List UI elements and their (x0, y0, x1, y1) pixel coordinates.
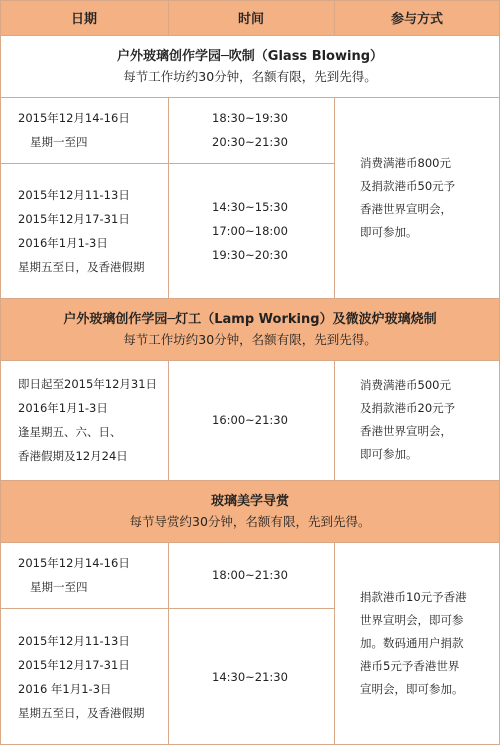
time-slot: 18:30~19:30 (212, 111, 288, 125)
grid-line (0, 298, 500, 299)
header-date-label: 日期 (70, 12, 97, 27)
time-slot: 14:30~15:30 (212, 199, 288, 214)
date-line: 星期五至日，及香港假期 (18, 259, 145, 274)
method-line: 宣明会，即可参加。 (360, 682, 464, 696)
date-line: 即日起至2015年12月31日 (18, 377, 158, 391)
date-line: 2015年12月17-31日 (18, 657, 130, 672)
time-cell (168, 360, 334, 480)
section-title: 玻璃美学导赏 (210, 493, 289, 509)
grid-line (168, 360, 169, 480)
date-cell (0, 163, 168, 298)
time-slot: 20:30~21:30 (212, 135, 288, 149)
date-cell (0, 97, 168, 163)
date-line: 星期一至四 (30, 135, 88, 149)
time-slot: 14:30~21:30 (212, 669, 288, 684)
date-line: 星期五至日，及香港假期 (18, 705, 145, 720)
date-line: 2015年12月14-16日 (18, 556, 130, 570)
grid-line (0, 0, 1, 745)
time-slot: 17:00~18:00 (212, 223, 288, 238)
method-line: 消费满港币800元 (360, 155, 451, 170)
date-line: 2016年1月1-3日 (18, 401, 108, 415)
header-date (0, 0, 168, 35)
header-time (168, 0, 334, 35)
grid-line (0, 163, 334, 164)
participation-method-cell (334, 97, 500, 298)
participation-method-cell (334, 360, 500, 480)
header-method (334, 0, 500, 35)
method-line: 加。数码通用户捐款 (360, 636, 464, 650)
method-line: 消费满港币500元 (360, 378, 451, 392)
grid-line (334, 542, 335, 745)
date-line: 2015年12月11-13日 (18, 633, 130, 648)
grid-line (0, 360, 500, 361)
method-line: 即可参加。 (360, 224, 418, 239)
date-cell (0, 360, 168, 480)
date-line: 2015年12月17-31日 (18, 211, 130, 226)
participation-method-cell (334, 542, 500, 745)
grid-line (0, 97, 500, 98)
time-cell (168, 542, 334, 608)
method-line: 捐款港币10元予香港 (360, 590, 467, 604)
method-line: 及捐款港币50元予 (360, 178, 456, 193)
date-line: 2015年12月11-13日 (18, 187, 130, 202)
time-cell (168, 97, 334, 163)
grid-line (334, 97, 335, 298)
time-cell (168, 608, 334, 745)
method-line: 香港世界宣明会， (360, 424, 452, 438)
date-line: 2016年1月1-3日 (18, 235, 108, 250)
section-glass-appreciation-title (0, 480, 500, 542)
date-cell (0, 542, 168, 608)
date-line: 2016 年1月1-3日 (18, 681, 112, 696)
section-lamp-working-title (0, 298, 500, 360)
grid-line (0, 0, 500, 1)
grid-line (168, 542, 169, 745)
grid-line (0, 35, 500, 36)
header-method-label: 参与方式 (390, 12, 443, 27)
section-subtitle: 每节导赏约30分钟，名额有限，先到先得。 (129, 513, 371, 529)
grid-line (0, 542, 500, 543)
date-line: 2015年12月14-16日 (18, 111, 130, 125)
header-time-label: 时间 (237, 12, 264, 27)
grid-line (168, 97, 169, 298)
time-slot: 19:30~20:30 (212, 247, 288, 262)
grid-line (0, 608, 334, 609)
method-line: 及捐款港币20元予 (360, 401, 456, 415)
section-title: 户外玻璃创作学园─灯工（Lamp Working）及微波炉玻璃烧制 (63, 311, 437, 327)
method-line: 港币5元予香港世界 (360, 659, 460, 673)
grid-line (334, 360, 335, 480)
method-line: 即可参加。 (360, 447, 418, 461)
grid-line (0, 480, 500, 481)
date-cell (0, 608, 168, 745)
grid-line (334, 0, 335, 35)
date-line: 香港假期及12月24日 (18, 449, 128, 463)
method-line: 香港世界宣明会， (360, 201, 452, 216)
time-slot: 18:00~21:30 (212, 568, 288, 582)
grid-line (168, 0, 169, 35)
time-cell (168, 163, 334, 298)
time-slot: 16:00~21:30 (212, 413, 288, 427)
section-glass-blowing-title (0, 35, 500, 97)
date-line: 星期一至四 (30, 580, 88, 594)
section-title: 户外玻璃创作学园─吹制（Glass Blowing） (116, 48, 384, 64)
method-line: 世界宣明会，即可参 (360, 613, 464, 627)
date-line: 逢星期五、六、日、 (18, 425, 122, 439)
section-subtitle: 每节工作坊约30分钟，名额有限，先到先得。 (123, 68, 377, 84)
section-subtitle: 每节工作坊约30分钟，名额有限，先到先得。 (123, 331, 377, 347)
